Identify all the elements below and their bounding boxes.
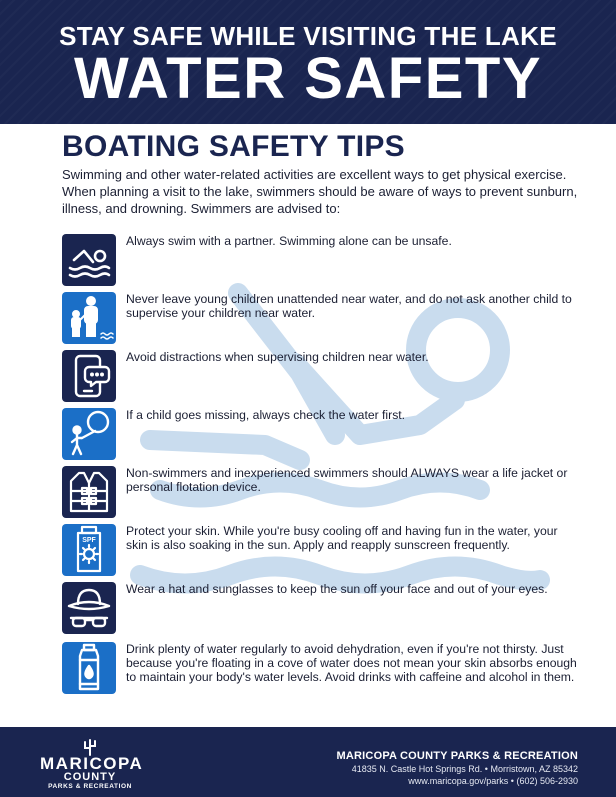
tip-text: Always swim with a partner. Swimming alone can be unsafe. <box>126 234 452 248</box>
section-title: BOATING SAFETY TIPS <box>62 130 405 163</box>
tip-text: Drink plenty of water regularly to avoid dehydration, even if you're not thirsty. Just because you're floating in a cove of water does not mean your skin absorbs enough to maintain your body's water levels. Avoid drinks with caffeine and alcohol in them. <box>126 642 577 684</box>
logo-line-parks: PARKS & RECREATION <box>48 783 132 790</box>
tip-text: Avoid distractions when supervising children near water. <box>126 350 429 364</box>
logo-line-county: COUNTY <box>63 771 117 783</box>
svg-text:SPF: SPF <box>82 537 96 544</box>
header-title: WATER SAFETY <box>73 46 543 111</box>
address: 41835 N. Castle Hot Springs Rd. • Morristown, AZ 85342 <box>351 764 578 774</box>
tip-text: Protect your skin. While you're busy cooling off and having fun in the water, your skin is also soaking in the sun. Apply and reapply sunscreen frequently. <box>126 524 558 552</box>
contact-info <box>337 749 578 787</box>
tip-text: Non-swimmers and inexperienced swimmers should ALWAYS wear a life jacket or personal flotation device. <box>126 466 568 494</box>
child-balloon-icon <box>62 408 116 460</box>
page-footer <box>0 727 616 797</box>
hat-sunglasses-icon <box>62 582 116 634</box>
phone-chat-icon <box>62 350 116 402</box>
life-jacket-icon <box>62 466 116 518</box>
sunscreen-icon <box>62 524 116 576</box>
organization-name: MARICOPA COUNTY PARKS & RECREATION <box>336 750 578 762</box>
tip-text: Never leave young children unattended near water, and do not ask another child to supervise your children near water. <box>126 292 572 320</box>
tip-text: If a child goes missing, always check the water first. <box>126 408 406 422</box>
intro-paragraph: Swimming and other water-related activities are excellent ways to get physical exercise. When planning a visit to the lake, swimmers should be aware of ways to prevent sunburn, illness, and drowning. Swimmers are advised to: <box>62 167 578 216</box>
adult-child-water-icon <box>62 292 116 344</box>
page-header <box>0 0 616 124</box>
maricopa-county-logo <box>40 733 144 793</box>
swimmer-icon <box>62 234 116 286</box>
logo-line-maricopa: MARICOPA <box>40 754 144 773</box>
water-bottle-icon <box>62 642 116 694</box>
tip-text: Wear a hat and sunglasses to keep the sun off your face and out of your eyes. <box>126 582 548 596</box>
website-phone: www.maricopa.gov/parks • (602) 506-2930 <box>408 776 578 786</box>
header-kicker: STAY SAFE WHILE VISITING THE LAKE <box>59 21 557 51</box>
